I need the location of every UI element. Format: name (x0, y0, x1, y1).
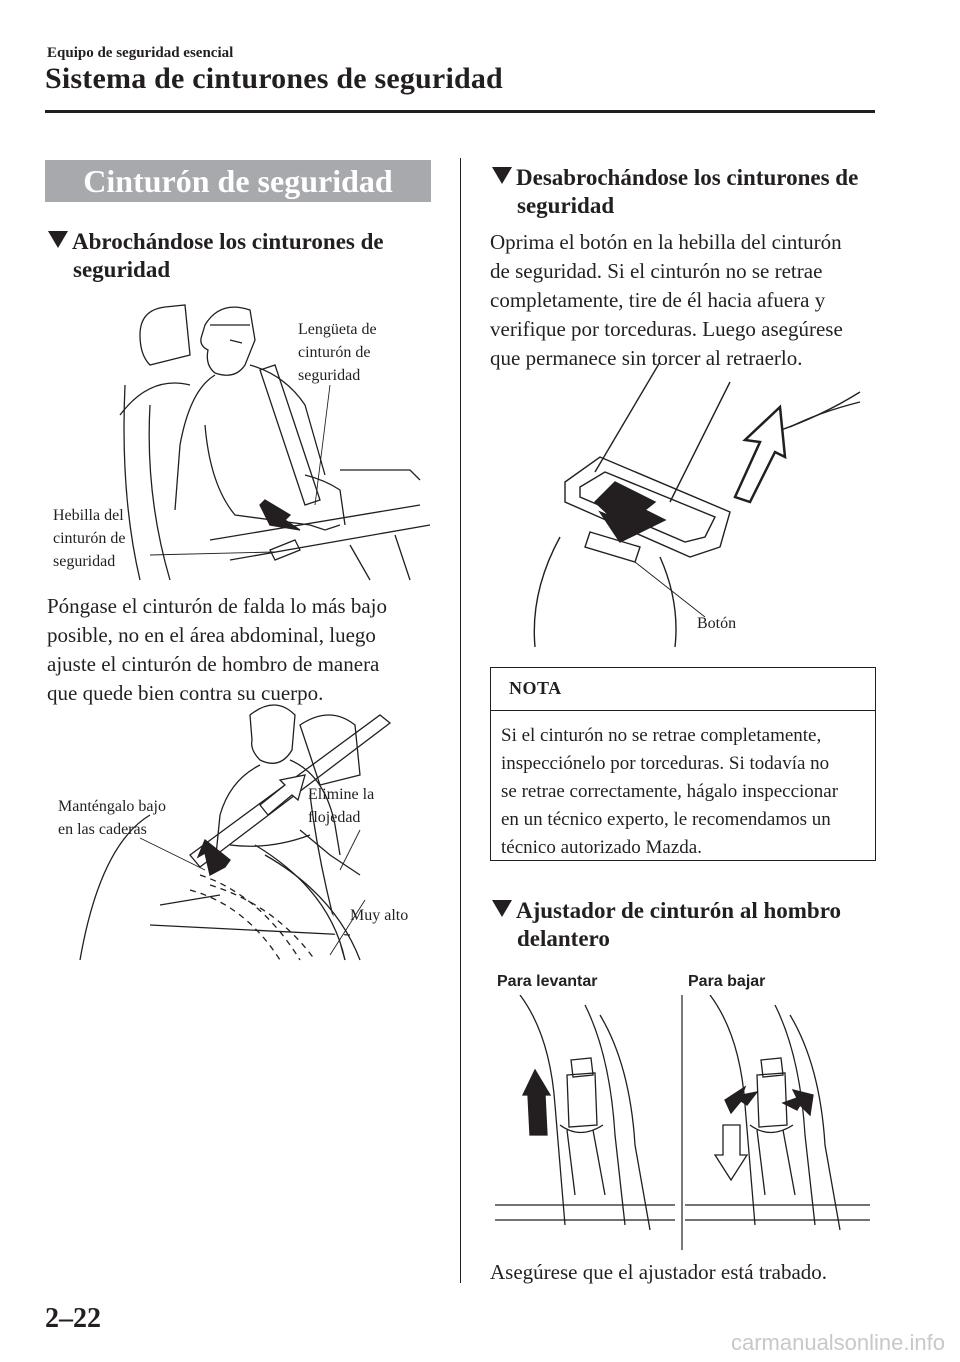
header-rule (45, 110, 875, 113)
label-keep-low: Manténgalo bajo en las caderas (58, 798, 166, 838)
triangle-bullet-icon (492, 900, 512, 917)
triangle-bullet-icon (48, 231, 68, 248)
label-lower: Para bajar (688, 973, 766, 990)
watermark: carmanualsonline.info (730, 1330, 945, 1355)
heading-unfastening: Desabrochándose los cinturones de seguridad (492, 164, 858, 220)
shoulder-adjuster-figure (495, 995, 875, 1250)
heading-shoulder-adjuster: Ajustador de cinturón al hombro delantero (492, 897, 841, 953)
note-rule (491, 710, 875, 711)
note-text: Si el cinturón no se retrae completamente, inspecciónelo por torceduras. Si todavía no se retrae correctamente, hágalo inspeccionar en un técnico experto, le recomendamos un técnico autorizado Mazda. (501, 725, 839, 858)
label-tongue: Lengüeta de cinturón de seguridad (298, 321, 377, 384)
caption-locked: Asegúrese que el ajustador está trabado. (490, 1260, 828, 1284)
fastening-figure (110, 295, 435, 585)
heading-fastening: Abrochándose los cinturones de seguridad (48, 228, 384, 284)
column-divider (460, 158, 461, 1283)
triangle-bullet-icon (492, 167, 512, 184)
buckle-release-figure (520, 362, 865, 647)
paragraph-unfasten: Oprima el botón en la hebilla del cinturón de seguridad. Si el cinturón no se retrae completamente, tire de él hacia afuera y verifique por torceduras. Luego asegúrese que permanece sin torcer al retraerlo. (490, 230, 843, 370)
page-number: 2–22 (45, 1303, 101, 1334)
section-label: Equipo de seguridad esencial (47, 45, 234, 61)
label-too-high: Muy alto (350, 907, 409, 924)
label-raise: Para levantar (497, 973, 598, 990)
label-button: Botón (697, 615, 737, 632)
label-buckle: Hebilla del cinturón de seguridad (53, 507, 126, 570)
label-remove-slack: Elimine la flojedad (308, 786, 375, 826)
section-banner: Cinturón de seguridad (45, 160, 431, 202)
note-title: NOTA (509, 678, 562, 698)
paragraph-lap-belt: Póngase el cinturón de falda lo más bajo posible, no en el área abdominal, luego ajuste el cinturón de hombro de manera que quede bien contra su cuerpo. (47, 594, 387, 705)
note-box (490, 667, 876, 861)
page-title: Sistema de cinturones de seguridad (45, 62, 503, 95)
